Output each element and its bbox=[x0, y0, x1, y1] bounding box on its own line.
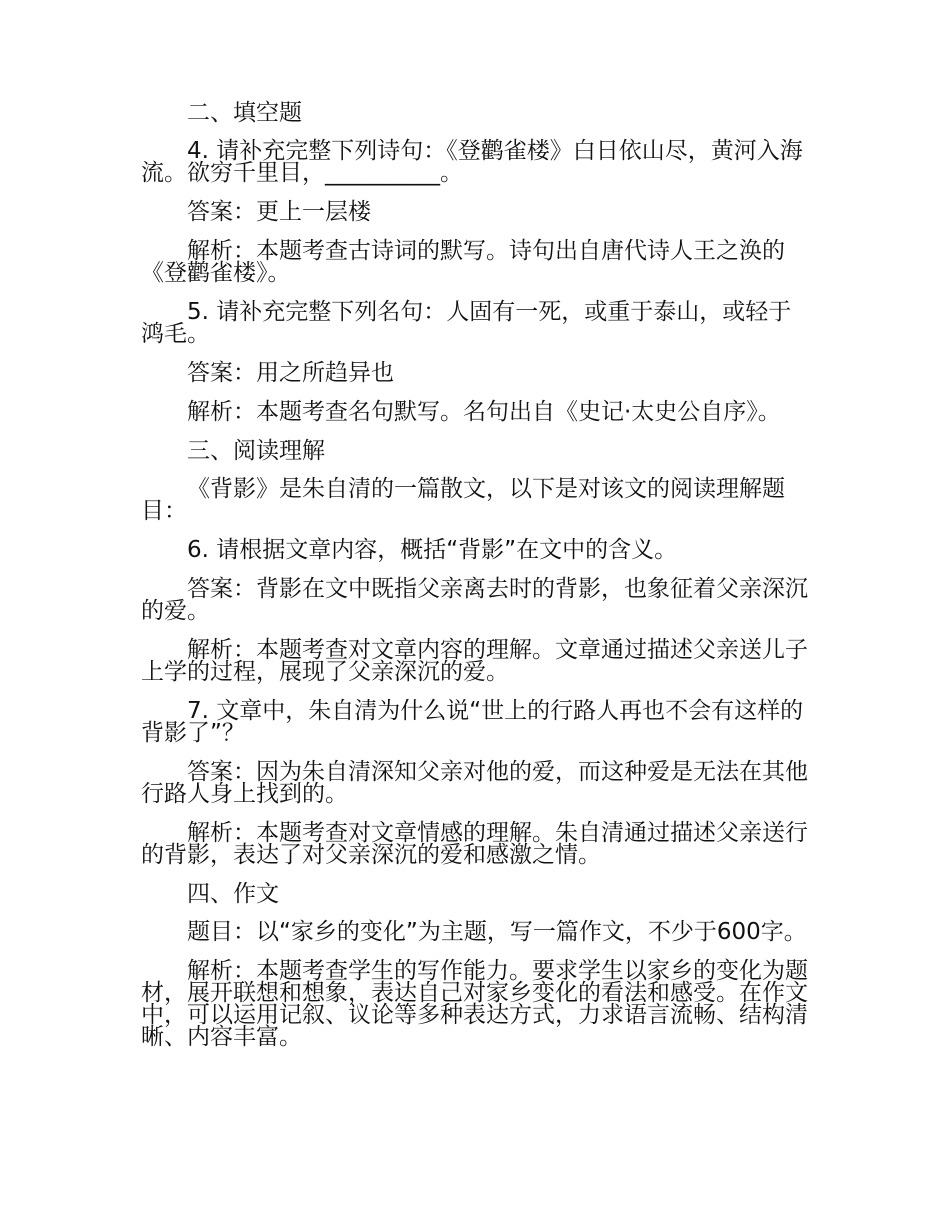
explanation-7: 解析：本题考查对文章情感的理解。朱自清通过描述父亲送行的背影，表达了对父亲深沉的爱和感激之情。 bbox=[141, 820, 808, 868]
explanation-6: 解析：本题考查对文章内容的理解。文章通过描述父亲送儿子上学的过程，展现了父亲深沉的爱。 bbox=[141, 637, 808, 685]
section-heading-reading: 三、阅读理解 bbox=[187, 438, 325, 464]
question-7: 7. 文章中，朱自清为什么说“世上的行路人再也不会有这样的背影了”？ bbox=[141, 698, 804, 746]
essay-prompt: 题目：以“家乡的变化”为主题，写一篇作文，不少于600字。 bbox=[187, 919, 807, 945]
reading-intro: 《背影》是朱自清的一篇散文，以下是对该文的阅读理解题目： bbox=[141, 476, 785, 524]
answer-4: 答案：更上一层楼 bbox=[187, 199, 371, 225]
answer-7: 答案：因为朱自清深知父亲对他的爱，而这种爱是无法在其他行路人身上找到的。 bbox=[141, 759, 808, 807]
question-4: 4. 请补充完整下列诗句：《登鹳雀楼》白日依山尽，黄河入海流。欲穷千里目，__________。 bbox=[141, 138, 803, 186]
section-heading-essay: 四、作文 bbox=[187, 881, 279, 907]
section-heading-fill-blank: 二、填空题 bbox=[187, 100, 302, 126]
document-page bbox=[141, 102, 813, 1065]
question-5: 5. 请补充完整下列名句：人固有一死，或重于泰山，或轻于鸿毛。 bbox=[141, 299, 792, 347]
answer-5: 答案：用之所趋异也 bbox=[187, 360, 394, 386]
essay-analysis: 解析：本题考查学生的写作能力。要求学生以家乡的变化为题材，展开联想和想象，表达自己对家乡变化的看法和感受。在作文中，可以运用记叙、议论等多种表达方式，力求语言流畅、结构清晰、内容丰富。 bbox=[141, 958, 808, 1050]
question-6: 6. 请根据文章内容，概括“背影”在文中的含义。 bbox=[187, 537, 678, 563]
answer-6: 答案：背影在文中既指父亲离去时的背影，也象征着父亲深沉的爱。 bbox=[141, 576, 808, 624]
explanation-5: 解析：本题考查名句默写。名句出自《史记·太史公自序》。 bbox=[187, 399, 781, 425]
explanation-4: 解析：本题考查古诗词的默写。诗句出自唐代诗人王之涣的《登鹳雀楼》。 bbox=[141, 238, 785, 286]
